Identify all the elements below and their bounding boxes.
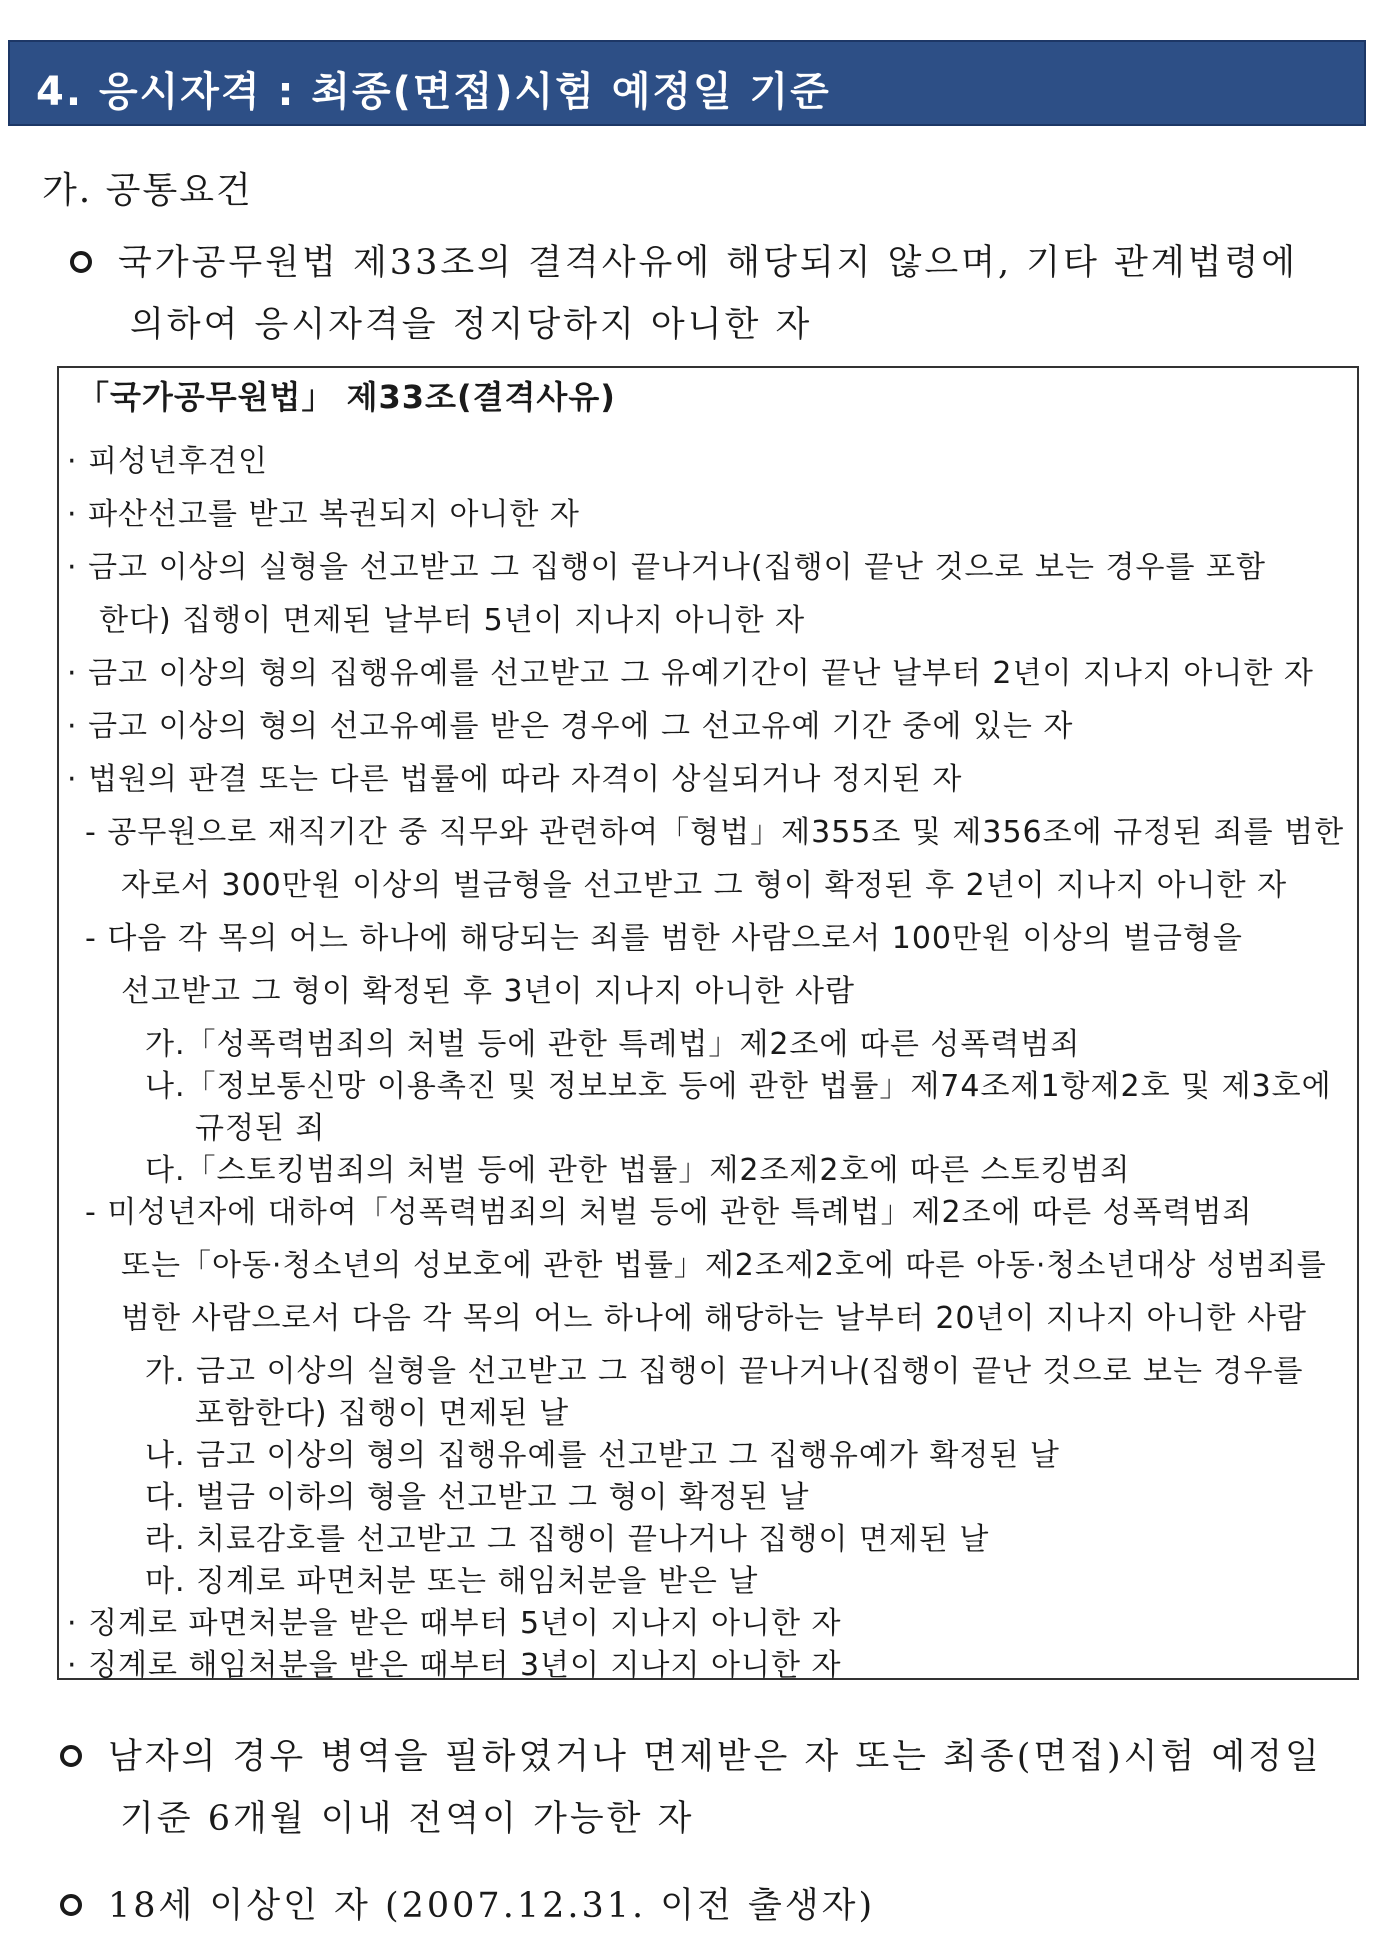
- circle-bullet-icon: [70, 251, 92, 273]
- law-clause: 다. 벌금 이하의 형을 선고받고 그 형이 확정된 날: [145, 1480, 810, 1515]
- law-subitem: - 다음 각 목의 어느 하나에 해당되는 죄를 범한 사람으로서 100만원 이상의 벌금형을: [85, 921, 1243, 956]
- law-item: · 파산선고를 받고 복권되지 아니한 자: [67, 497, 580, 532]
- law-clause-cont: 포함한다) 집행이 면제된 날: [195, 1396, 570, 1431]
- law-item: · 금고 이상의 형의 선고유예를 받은 경우에 그 선고유예 기간 중에 있는 자: [67, 709, 1074, 744]
- law-subitem-cont: 선고받고 그 형이 확정된 후 3년이 지나지 아니한 사람: [121, 974, 855, 1009]
- subsection-title: 가. 공통요건: [42, 170, 253, 211]
- law-item: · 금고 이상의 형의 집행유예를 선고받고 그 유예기간이 끝난 날부터 2년이 지나지 아니한 자: [67, 656, 1314, 691]
- law-subitem-cont: 범한 사람으로서 다음 각 목의 어느 하나에 해당하는 날부터 20년이 지나지 아니한 사람: [121, 1301, 1307, 1336]
- law-clause: 다.「스토킹범죄의 처벌 등에 관한 법률」제2조제2호에 따른 스토킹범죄: [145, 1153, 1131, 1188]
- law-item: · 징계로 파면처분을 받은 때부터 5년이 지나지 아니한 자: [67, 1606, 842, 1641]
- law-item: · 징계로 해임처분을 받은 때부터 3년이 지나지 아니한 자: [67, 1648, 842, 1683]
- law-subitem: - 공무원으로 재직기간 중 직무와 관련하여「형법」제355조 및 제356조에 규정된 죄를 범한: [85, 815, 1345, 850]
- requirement-1: 국가공무원법 제33조의 결격사유에 해당되지 않으며, 기타 관계법령에 의하여 응시자격을 정지당하지 아니한 자: [70, 232, 1370, 356]
- law-subitem: - 미성년자에 대하여「성폭력범죄의 처벌 등에 관한 특례법」제2조에 따른 성폭력범죄: [85, 1195, 1253, 1230]
- law-subitem-cont: 자로서 300만원 이상의 벌금형을 선고받고 그 형이 확정된 후 2년이 지나지 아니한 자: [121, 868, 1288, 903]
- requirement-3: 18세 이상인 자 (2007.12.31. 이전 출생자): [60, 1875, 1370, 1937]
- circle-bullet-icon: [60, 1745, 82, 1767]
- law-item: · 금고 이상의 실형을 선고받고 그 집행이 끝나거나(집행이 끝난 것으로 보는 경우를 포함: [67, 550, 1266, 585]
- section-title: 4. 응시자격 : 최종(면접)시험 예정일 기준: [36, 69, 831, 115]
- law-box-title: 「국가공무원법」 제33조(결격사유): [77, 378, 616, 416]
- circle-bullet-icon: [60, 1894, 82, 1916]
- law-article-box: [57, 366, 1359, 1683]
- law-clause: 가.「성폭력범죄의 처벌 등에 관한 특례법」제2조에 따른 성폭력범죄: [145, 1027, 1081, 1062]
- law-clause: 라. 치료감호를 선고받고 그 집행이 끝나거나 집행이 면제된 날: [145, 1522, 990, 1557]
- law-item: · 법원의 판결 또는 다른 법률에 따라 자격이 상실되거나 정지된 자: [67, 762, 963, 797]
- law-clause: 가. 금고 이상의 실형을 선고받고 그 집행이 끝나거나(집행이 끝난 것으로 보는 경우를: [145, 1354, 1304, 1389]
- requirement-2: 남자의 경우 병역을 필하였거나 면제받은 자 또는 최종(면접)시험 예정일 기준 6개월 이내 전역이 가능한 자: [60, 1726, 1370, 1850]
- law-clause-cont: 규정된 죄: [195, 1111, 326, 1146]
- law-item-cont: 한다) 집행이 면제된 날부터 5년이 지나지 아니한 자: [99, 603, 806, 638]
- section-header-bar: [8, 40, 1366, 126]
- law-clause: 나. 금고 이상의 형의 집행유예를 선고받고 그 집행유예가 확정된 날: [145, 1438, 1060, 1473]
- law-subitem-cont: 또는「아동·청소년의 성보호에 관한 법률」제2조제2호에 따른 아동·청소년대상 성범죄를: [121, 1248, 1327, 1283]
- law-clause: 나.「정보통신망 이용촉진 및 정보보호 등에 관한 법률」제74조제1항제2호 및 제3호에: [145, 1069, 1332, 1104]
- law-item: · 피성년후견인: [67, 444, 268, 479]
- law-clause: 마. 징계로 파면처분 또는 해임처분을 받은 날: [145, 1564, 759, 1599]
